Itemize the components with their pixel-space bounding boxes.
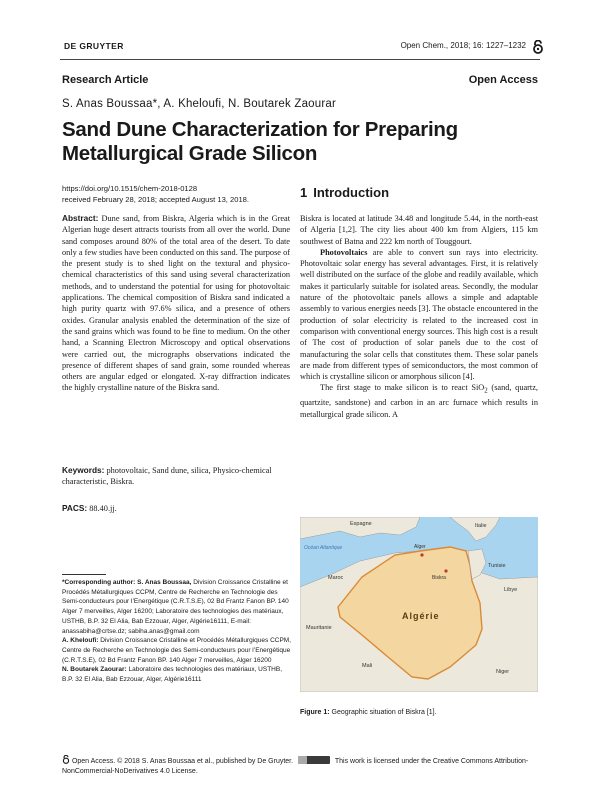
abstract (62, 213, 290, 394)
open-access-icon (532, 40, 544, 54)
figure-caption (300, 709, 437, 716)
map-label-ocean: Océan Atlantique (304, 545, 343, 551)
journal-reference: Open Chem., 2018; 16: 1227–1232 (400, 41, 526, 50)
figure-caption-label: Figure 1: (300, 709, 330, 716)
paragraph-3-subscript: 2 (484, 388, 488, 396)
body-text (300, 213, 538, 420)
footnote-rule (62, 574, 106, 575)
article-title: Sand Dune Characterization for Preparing Metallurgical Grade Silicon (62, 118, 458, 165)
figure-caption-text: Geographic situation of Biskra [1]. (331, 709, 437, 716)
map-label-espagne: Espagne (350, 521, 372, 527)
paragraph-1: Biskra is located at latitude 34.48 and longitude 5.44, in the north-east of Algeria [1,2]. The city lies about 400 km from Algiers, 115 km southwest of Batna and 222 km north of Touggourt. (300, 214, 538, 246)
map-figure (300, 517, 538, 692)
map-label-biskra: Biskra (432, 575, 446, 581)
footer-open-access-icon (62, 755, 70, 764)
author2-label: A. Kheloufi: (62, 637, 99, 645)
map-label-libye: Libye (504, 587, 518, 593)
map-label-mauritanie: Mauritanie (306, 625, 332, 631)
header-rule (60, 59, 540, 60)
section-heading (300, 185, 389, 200)
keywords (62, 465, 290, 488)
map-label-mali: Mali (362, 663, 373, 669)
author2-text: Division Croissance Cristalline et Procédés Métallurgiques CCPM, Centre de Recherche en Technologie des Semi-conducteurs pour l’Energétique (C.R.T.S.E), 02 Bd Frantz Fanon BP. 140 Alger 7 merveilles, Alger 16200 (62, 637, 292, 664)
footer-copyright: Open Access. © 2018 S. Anas Boussaa et al., published by De Gruyter. (71, 758, 294, 765)
doi-link[interactable]: https://doi.org/10.1515/chem-2018-0128 (62, 184, 198, 193)
author2-note (62, 636, 294, 665)
map-alger-marker (420, 553, 423, 556)
pacs-label: PACS: (62, 503, 88, 513)
corresponding-author-note (62, 578, 294, 636)
map-label-alger: Alger (414, 544, 426, 550)
map-label-algerie: Algérie (402, 611, 440, 621)
author3-note (62, 665, 294, 684)
map-label-tunisie: Tunisie (488, 563, 506, 569)
corresponding-author-text: Division Croissance Cristalline et Procédés Métallurgiques CCPM, Centre de Recherche en Technologie des Semi-conducteurs pour l’Energétique (C.R.T.S.E), 02 Bd Frantz Fanon BP. 140 Alger 7 merveilles, Alger 16200; Laboratoire des technologies des matériaux, USTHB, B.P. 32 El Alia, Bab Ezzouar, Alger, Algérie16111, E-mail: anassabiha@crtse.dz; sabiha.anas@gmail.com (62, 579, 289, 635)
author3-label: N. Boutarek Zaourar: (62, 666, 127, 674)
section-title: Introduction (313, 185, 390, 200)
pacs (62, 503, 290, 514)
footer-license-text: This work is licensed under the Creative Commons Attribution-NonCommercial-NoDerivatives 4.0 License. (62, 758, 529, 775)
pacs-text: 88.40.jj. (89, 504, 117, 513)
photovoltaics-term: Photovoltaics (320, 247, 368, 257)
paragraph-3 (300, 382, 538, 420)
cc-license-icon[interactable] (298, 756, 330, 764)
paragraph-2-text: are able to convert sun rays into electricity. Photovoltaic solar energy has several advantages. First, it is relatively well distributed on the surface of the globe and readily available, which makes it particularly suitable for isolated areas. Secondly, the modular nature of the photovoltaic panels allows a simple and adaptable assembly to various energies needs [3]. The obstacle encountered in the production of solar electricity is related to the increased cost in comparison with conventional energy sources. This high cost is a result of The cost of production of solar panels due to the cost of manufacturing the solar cells that constitutes them. These solar panels are made from different types of semiconductors, the most common of which is crystalline silicon or amorphous silicon [4]. (300, 247, 538, 382)
publisher-name: DE GRUYTER (64, 41, 124, 51)
author-footnotes (62, 578, 294, 685)
paragraph-3-text-a: The first stage to make silicon is to react SiO (320, 383, 485, 393)
received-dates: received February 28, 2018; accepted August 13, 2018. (62, 194, 250, 204)
keywords-text: photovoltaic, Sand dune, silica, Physico-chemical characteristic, Biskra. (62, 466, 272, 487)
map-label-maroc: Maroc (328, 575, 344, 581)
corresponding-author-label: *Corresponding author: S. Anas Boussaa, (62, 579, 192, 586)
article-type: Research Article (62, 74, 149, 86)
map-label-niger: Niger (496, 669, 510, 675)
author3-text: Laboratoire des technologies des matériaux, USTHB, B.P. 32 El Alia, Bab Ezzouar, Alger, Algérie16111 (62, 666, 283, 684)
paragraph-2 (300, 247, 538, 383)
map-label-italie: Italie (475, 523, 487, 529)
keywords-label: Keywords: (62, 465, 105, 475)
author-list: S. Anas Boussaa*, A. Kheloufi, N. Boutarek Zaourar (62, 98, 337, 110)
abstract-label: Abstract: (62, 213, 99, 223)
paragraph-3-text-b: (sand, quartz, quartzite, sandstone) and carbon in an arc furnace which results in metallurgical grade silicon. A (300, 383, 538, 419)
section-number: 1 (300, 185, 308, 200)
open-access-label: Open Access (468, 74, 538, 86)
license-footer (62, 755, 542, 777)
doi-block (62, 184, 302, 205)
abstract-text: Dune sand, from Biskra, Algeria which is in the Great Algerian huge desert attracts tourists from all over the world. Dune sand composes around 80% of the total area of the desert. To date only a few studies have been conducted on this sand. The purpose of the present study is to shed light on the textural and physico-chemical characteristics of this sand using several characterization methods, and to understand the potential for using for photovoltaic applications. The chemical composition of Biskra sand indicated a high purity quartz with 97.6% silica, and a presence of others oxides. Granular analysis enabled the determination of the size of the sand grains which was found to be fine to medium. On the other hand, a Scanning Electron Microscopy and optical observations were carried out, the micrographs observations indicated the presence of different shapes of sand grain, some rounded whereas others are angular edged or elongated. X-ray diffraction indicates the highly crystalline nature of the Biskra sand. (62, 214, 290, 393)
map-biskra-marker (444, 569, 447, 572)
